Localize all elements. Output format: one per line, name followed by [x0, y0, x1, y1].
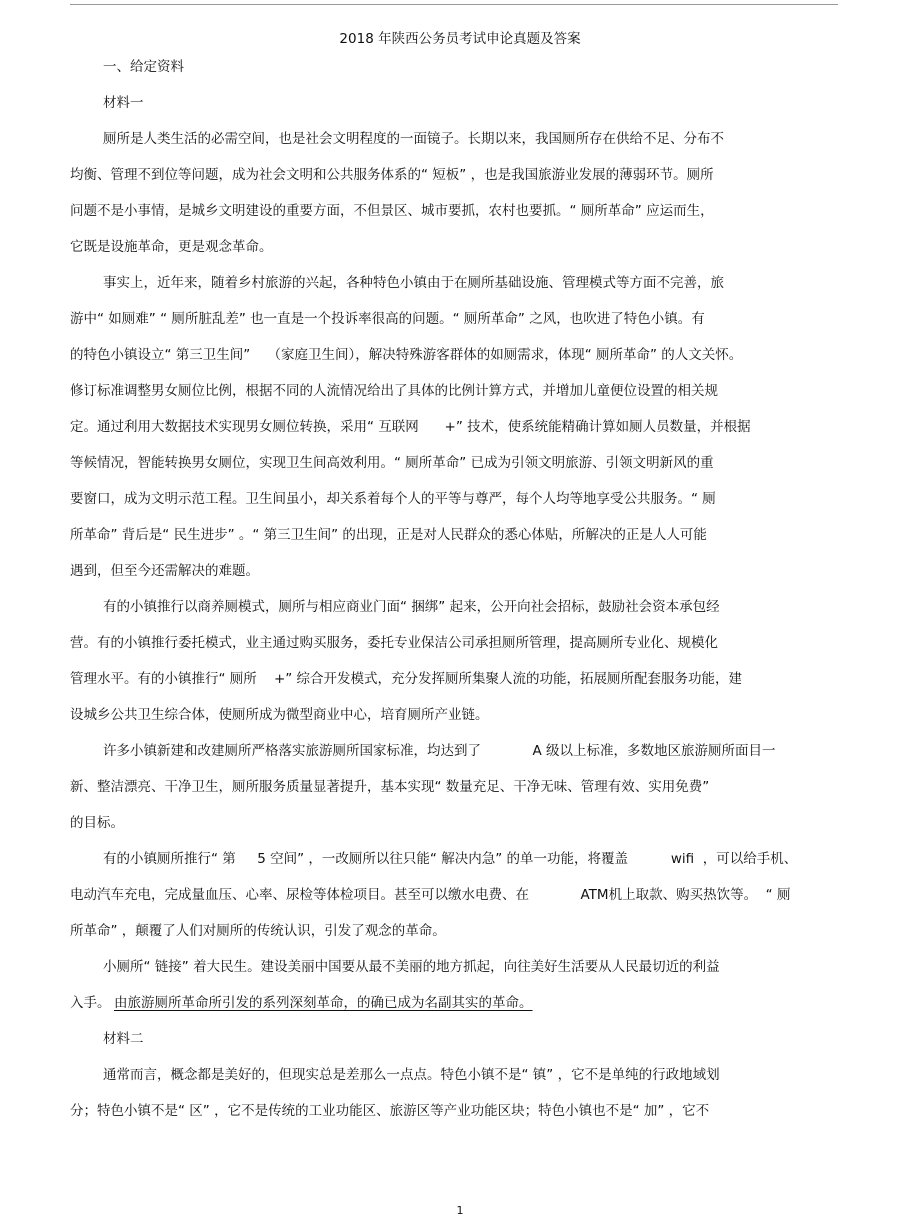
- text-line: 游中“ 如厕难” “ 厕所脏乱差” 也一直是一个投诉率很高的问题。“ 厕所革命” 之风，也吹进了特色小镇。有: [70, 311, 705, 327]
- text-line: 所革命” 背后是“ 民生进步” 。“ 第三卫生间” 的出现，正是对人民群众的悉心体贴，所解决的正是人人可能: [70, 527, 707, 543]
- text-line: 营。有的小镇推行委托模式，业主通过购买服务，委托专业保洁公司承担厕所管理，提高厕所专业化、规模化: [70, 635, 718, 651]
- underlined-sentence: 由旅游厕所革命所引发的系列深刻革命，的确已成为名副其实的革命。: [114, 995, 533, 1011]
- text-line: 入手。: [70, 995, 111, 1011]
- text-line: 等候情况，智能转换男女厕位，实现卫生间高效利用。“ 厕所革命” 已成为引领文明旅游、引领文明新风的重: [70, 455, 714, 471]
- section-heading: 一、给定资料: [103, 59, 184, 75]
- text-line: 问题不是小事情，是城乡文明建设的重要方面，不但景区、城市要抓，农村也要抓。“ 厕所革命” 应运而生，: [70, 203, 714, 219]
- material-heading: 材料一: [103, 95, 144, 111]
- text-line: 管理水平。有的小镇推行“ 厕所 +” 综合开发模式，充分发挥厕所集聚人流的功能，拓展厕所配套服务功能，建: [70, 671, 743, 687]
- text-line: 所革命” ，颠覆了人们对厕所的传统认识，引发了观念的革命。: [70, 923, 446, 939]
- text-line: 分；特色小镇不是“ 区” ，它不是传统的工业功能区、旅游区等产业功能区块；特色小镇也不是“ 加” ，它不: [70, 1103, 710, 1119]
- text-line: 定。通过利用大数据技术实现男女厕位转换，采用“ 互联网 +” 技术，使系统能精确计算如厕人员数量，并根据: [70, 419, 751, 435]
- text-line: 新、整洁漂亮、干净卫生，厕所服务质量显著提升，基本实现“ 数量充足、干净无味、管理有效、实用免费”: [70, 779, 710, 795]
- text-line: 厕所是人类生活的必需空间，也是社会文明程度的一面镜子。长期以来，我国厕所存在供给不足、分布不: [103, 131, 724, 147]
- text-line: 均衡、管理不到位等问题，成为社会文明和公共服务体系的“ 短板” ，也是我国旅游业发展的薄弱环节。厕所: [70, 167, 714, 183]
- text-line: 设城乡公共卫生综合体，使厕所成为微型商业中心，培育厕所产业链。: [70, 707, 489, 723]
- page-number: 1: [456, 1204, 464, 1217]
- text-line: 通常而言，概念都是美好的，但现实总是差那么一点点。特色小镇不是“ 镇” ，它不是单纯的行政地域划: [103, 1067, 720, 1083]
- text-line: 修订标准调整男女厕位比例，根据不同的人流情况给出了具体的比例计算方式，并增加儿童便位设置的相关规: [70, 383, 718, 399]
- text-line: 有的小镇推行以商养厕模式，厕所与相应商业门面“ 捆绑” 起来，公开向社会招标，鼓励社会资本承包经: [103, 599, 720, 615]
- text-line: 要窗口，成为文明示范工程。卫生间虽小，却关系着每个人的平等与尊严，每个人均等地享受公共服务。“ 厕: [70, 491, 716, 507]
- text-line: 的目标。: [70, 815, 124, 831]
- text-line: 它既是设施革命，更是观念革命。: [70, 239, 273, 255]
- document-title: 2018 年陕西公务员考试申论真题及答案: [339, 31, 581, 47]
- text-line: 的特色小镇设立“ 第三卫生间” （家庭卫生间），解决特殊游客群体的如厕需求，体现“ 厕所革命” 的人文关怀。: [70, 347, 743, 363]
- material-heading: 材料二: [103, 1031, 144, 1047]
- text-line: 许多小镇新建和改建厕所严格落实旅游厕所国家标准，均达到了 A 级以上标准，多数地区旅游厕所面目一: [103, 743, 776, 759]
- header-rule: [70, 4, 838, 5]
- text-line: 电动汽车充电，完成量血压、心率、尿检等体检项目。甚至可以缴水电费、在 ATM机上取款、购买热饮等。 “ 厕: [70, 887, 791, 903]
- text-line: 小厕所“ 链接” 着大民生。建设美丽中国要从最不美丽的地方抓起，向往美好生活要从人民最切近的利益: [103, 959, 720, 975]
- text-line: 事实上，近年来，随着乡村旅游的兴起，各种特色小镇由于在厕所基础设施、管理模式等方面不完善，旅: [103, 275, 724, 291]
- text-line: 遇到，但至今还需解决的难题。: [70, 563, 259, 579]
- text-line: 有的小镇厕所推行“ 第 5 空间” ，一改厕所以往只能“ 解决内急” 的单一功能，将覆盖 wifi ，可以给手机、: [103, 851, 798, 867]
